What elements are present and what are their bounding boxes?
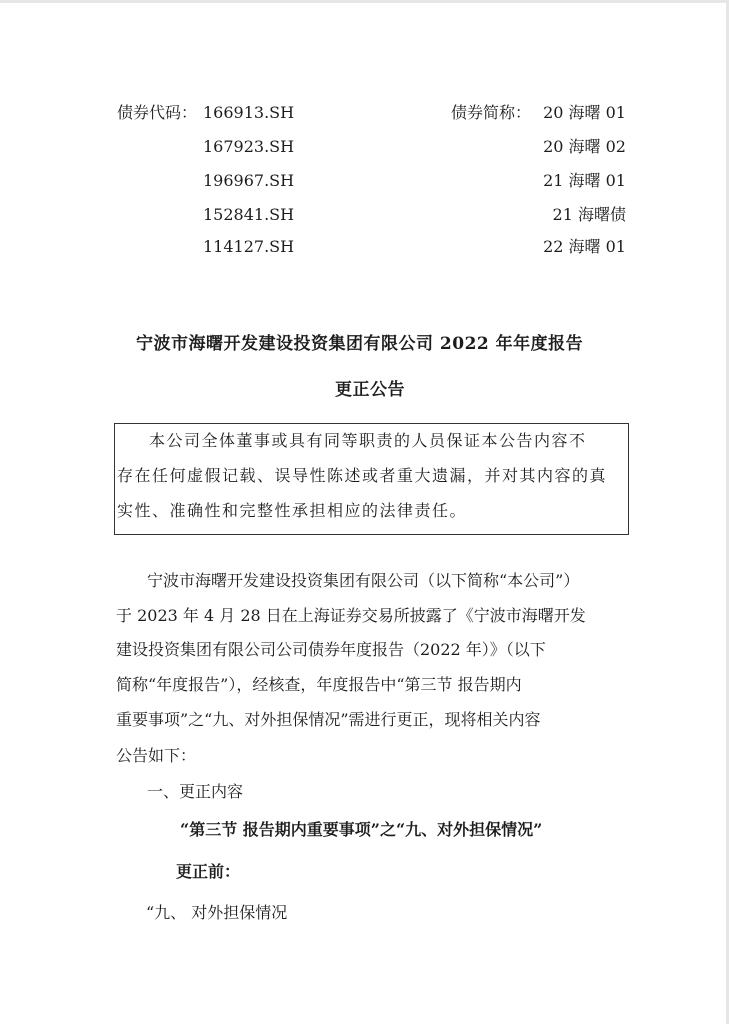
- quoted-item: “九、 对外担保情况: [146, 903, 288, 922]
- body-line-1: 宁波市海曙开发建设投资集团有限公司（以下简称“本公司”）: [147, 571, 580, 590]
- bond-code-label: 债券代码：: [117, 103, 198, 122]
- bond-name-4: 21 海曙债: [552, 205, 626, 224]
- announcement-title: 宁波市海曙开发建设投资集团有限公司 2022 年年度报告: [136, 334, 584, 354]
- bond-code-2: 167923.SH: [203, 137, 295, 156]
- bond-code-4: 152841.SH: [203, 205, 295, 224]
- announcement-subtitle: 更正公告: [335, 380, 405, 400]
- bond-name-2: 20 海曙 02: [543, 137, 626, 156]
- section-heading: 一、更正内容: [147, 782, 244, 801]
- declaration-line-3: 实性、准确性和完整性承担相应的法律责任。: [117, 501, 468, 520]
- body-line-5: 重要事项”之“九、对外担保情况”需进行更正，现将相关内容: [116, 710, 541, 729]
- declaration-line-1: 本公司全体董事或具有同等职责的人员保证本公告内容不: [149, 431, 587, 450]
- bond-name-label: 债券简称：: [451, 103, 532, 122]
- bond-code-1: 166913.SH: [203, 103, 295, 122]
- bond-name-3: 21 海曙 01: [543, 171, 626, 190]
- bond-code-5: 114127.SH: [203, 237, 295, 256]
- body-line-3: 建设投资集团有限公司公司债券年度报告（2022 年）》（以下: [116, 640, 546, 659]
- body-line-6: 公告如下：: [116, 746, 197, 765]
- before-correction-label: 更正前：: [176, 862, 241, 881]
- bond-name-1: 20 海曙 01: [543, 103, 626, 122]
- body-line-2: 于 2023 年 4 月 28 日在上海证券交易所披露了《宁波市海曙开发: [116, 606, 586, 625]
- declaration-line-2: 存在任何虚假记载、误导性陈述或者重大遗漏，并对其内容的真: [117, 466, 608, 485]
- section-subheading: “第三节 报告期内重要事项”之“九、对外担保情况”: [180, 820, 543, 839]
- scan-edge-top: [0, 0, 729, 3]
- bond-code-3: 196967.SH: [203, 171, 295, 190]
- body-line-4: 简称“年度报告”），经核查，年度报告中“第三节 报告期内: [116, 675, 522, 694]
- bond-name-5: 22 海曙 01: [543, 237, 626, 256]
